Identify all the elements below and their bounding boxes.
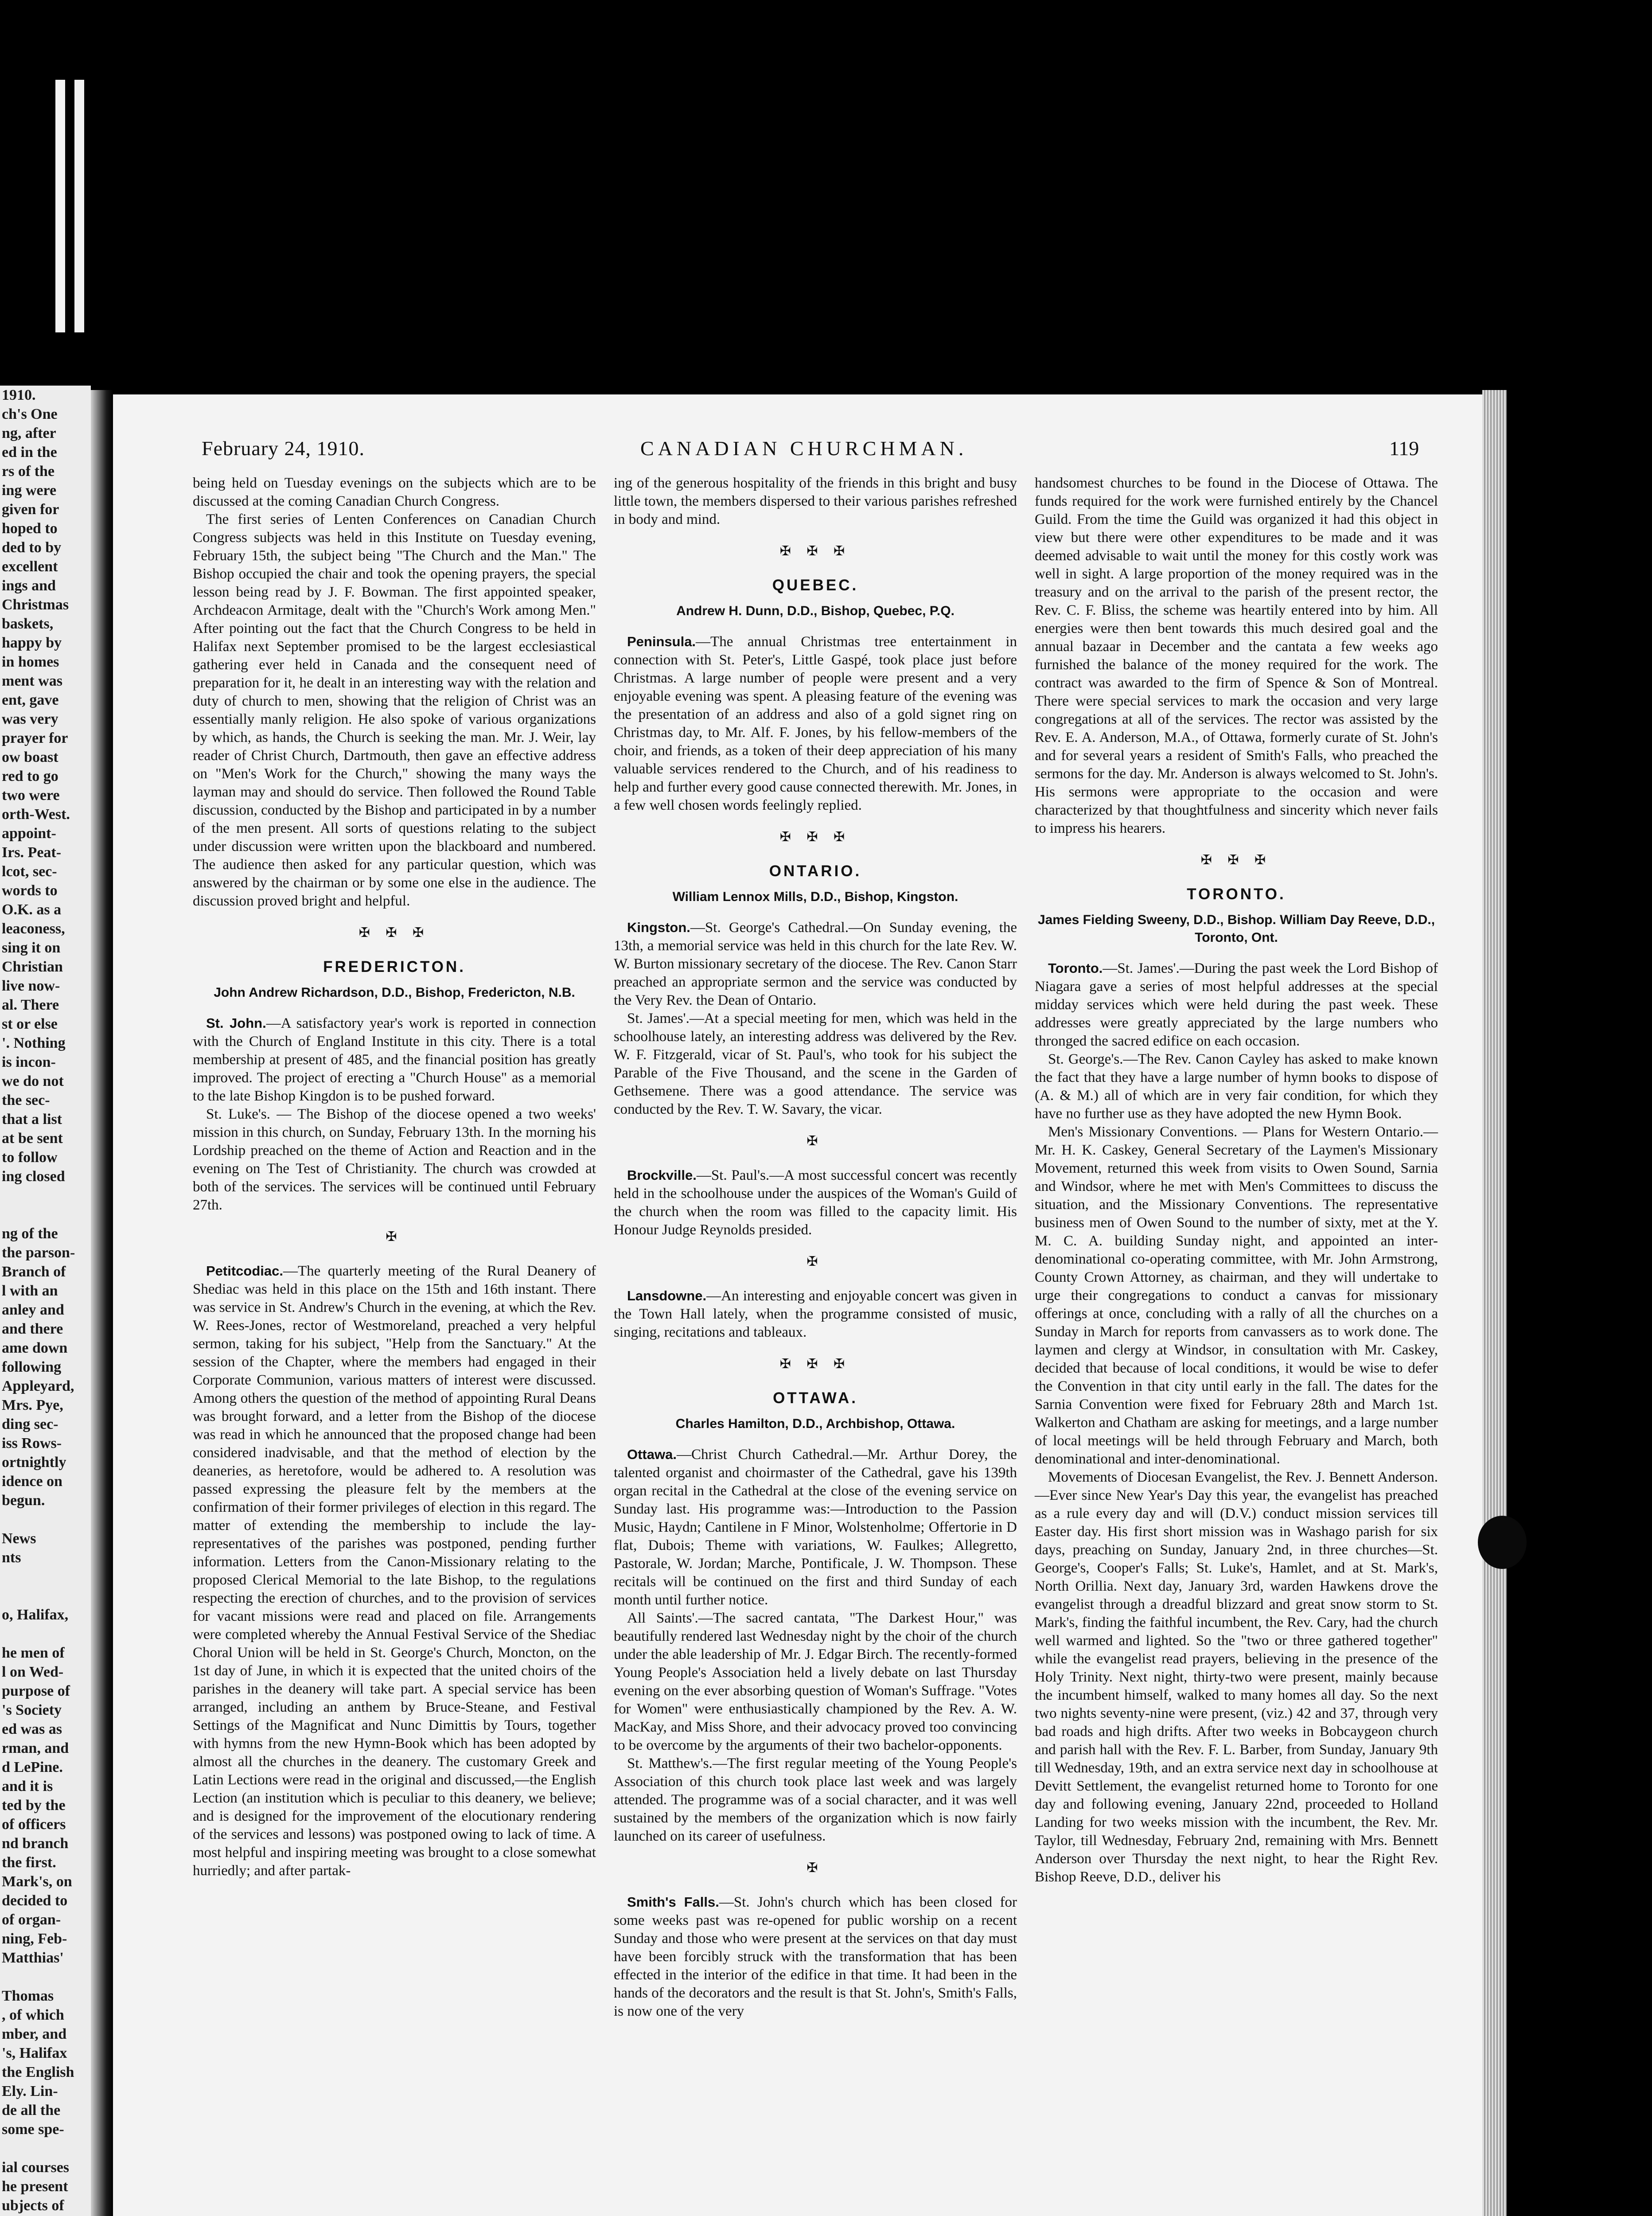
left-page-line: excellent xyxy=(2,558,58,575)
left-page-line: hoped to xyxy=(2,520,58,537)
news-paragraph: ing of the generous hospitality of the friends in this bright and busy little town, the members dispersed to their various parishes refreshed in body and mind. xyxy=(614,475,1017,527)
left-page-line: baskets, xyxy=(2,616,54,632)
news-paragraph: St. Luke's. — The Bishop of the diocese opened a two weeks' mission in this church, on Sunday, February 13th. In the morning his Lordship preached on the theme of Action and Reaction and in the evening on The Test of Christianity. The church was crowded at both of the services. The services will be continued until February 27th. xyxy=(193,1106,596,1213)
bishop-line: William Lennox Mills, D.D., Bishop, Kingston. xyxy=(672,890,958,904)
left-page-line: st or else xyxy=(2,1016,58,1032)
news-paragraph xyxy=(614,1893,1017,2021)
left-page-line: rs of the xyxy=(2,463,55,480)
left-page-line: ng of the xyxy=(2,1225,58,1242)
left-page-line: ortnightly xyxy=(2,1454,66,1471)
left-page-line: words to xyxy=(2,882,58,899)
left-page-line xyxy=(2,1186,90,1205)
left-page-line: he men of xyxy=(2,1645,65,1661)
left-page-line: leaconess, xyxy=(2,921,65,937)
place-name: Brockville. xyxy=(627,1167,697,1183)
ornament-divider: ✠ ✠ ✠ xyxy=(358,925,430,940)
left-page-line xyxy=(2,1624,90,1643)
news-paragraph: All Saints'.—The sacred cantata, "The Darkest Hour," was beautifully rendered last Wednesday night by the choir of the church under the able leadership of Mr. J. Edgar Birch. The recently-formed Young People's Association held a lively debate on last Thursday evening on the ever absorbing question of Woman's Suffrage. "Votes for Women" were enthusiastically championed by the Rev. A. W. MacKay, and Miss Shore, and their advocacy proved too convincing to be overcome by the arguments of their two bachelor-opponents. xyxy=(614,1610,1017,1753)
left-page-line: ch's One xyxy=(2,406,58,422)
left-page-line: ial courses xyxy=(2,2159,70,2176)
left-page-line: of organ- xyxy=(2,1912,61,1928)
left-page-line: al. There xyxy=(2,997,59,1013)
left-page-line: Appleyard, xyxy=(2,1378,74,1394)
ornament-divider: ✠ ✠ ✠ xyxy=(1200,853,1272,867)
left-page-line: given for xyxy=(2,501,59,518)
left-page-line: ing were xyxy=(2,482,57,499)
news-paragraph xyxy=(614,918,1017,1010)
left-page-line: happy by xyxy=(2,635,62,651)
ornament-divider: ✠ xyxy=(807,1134,824,1148)
left-page-line: ing closed xyxy=(2,1168,65,1185)
left-page-line: , of which xyxy=(2,2007,64,2023)
left-page-line: l on Wed- xyxy=(2,1664,64,1680)
left-page-line: begun. xyxy=(2,1492,45,1509)
left-page-line: Mrs. Pye, xyxy=(2,1397,63,1413)
place-name: St. John. xyxy=(206,1015,266,1031)
book-gutter xyxy=(91,390,113,2216)
film-margin-bar xyxy=(55,80,65,332)
news-paragraph: Movements of Diocesan Evangelist, the Rev. J. Bennett Anderson.—Ever since New Year's Day this year, the evangelist has preached as a rule every day and will (D.V.) conduct mission services till Easter day. His first short mission was in Washago parish for six days, preaching on Sunday, January 2nd, in three churches—St. George's, Cooper's Falls; St. Luke's, Hamlet, and at St. Mark's, North Orillia. Next day, January 3rd, warden Hawkens drove the evangelist through a dreadful blizzard and great snow storm to St. Mark's, finding the faithful incumbent, the Rev. Cary, had the church well warmed and lighted. So the "two or three gathered together" while the evangelist read prayers, believing in the presence of the Holy Trinity. Next night, thirty-two were present, mainly because the incumbent himself, walked to many homes all day. So the next two nights seventy-nine were present, (viz.) 42 and 37, through very bad roads and high drifts. After two weeks in Bobcaygeon church and parish hall with the Rev. F. L. Barber, from Sunday, January 9th till Wednesday, 19th, and an extra service next day in schoolhouse at Devitt Settlement, the evangelist returned home to Toronto for one day and following evening, January 22nd, proceeded to Holland Landing for two weeks mission with the incumbent, the Rev. Mr. Taylor, till Wednesday, February 2nd, remaining with Mrs. Bennett Anderson over Thursday the next night, to hear the Right Rev. Bishop Reeve, D.D., deliver his xyxy=(1035,1469,1438,1885)
place-name: Ottawa. xyxy=(627,1447,677,1462)
left-page-line: following xyxy=(2,1359,62,1375)
ornament-divider: ✠ xyxy=(807,1861,824,1875)
left-page-line: Irs. Peat- xyxy=(2,844,62,861)
place-name: Petitcodiac. xyxy=(206,1263,283,1279)
paragraph-text: —St. George's Cathedral.—On Sunday evening, the 13th, a memorial service was held in this church for the late Rev. W. W. Burton missionary secretary of the diocese. The Rev. Canon Starr preached an appropriate sermon and the service was conducted by the Very Rev. the Dean of Ontario. xyxy=(614,920,1017,1008)
left-page-line: lcot, sec- xyxy=(2,863,57,880)
paragraph-text: —An interesting and enjoyable concert was given in the Town Hall lately, when the programme consisted of music, singing, recitations and tableaux. xyxy=(614,1288,1017,1340)
news-paragraph xyxy=(614,1287,1017,1342)
left-page-line: decided to xyxy=(2,1892,68,1909)
left-page-line: in homes xyxy=(2,654,59,670)
page-number: 119 xyxy=(1389,437,1419,460)
news-paragraph: Men's Missionary Conventions. — Plans for Western Ontario.—Mr. H. K. Caskey, General Secretary of the Laymen's Missionary Movement, returned this week from visits to Owen Sound, Sarnia and Windsor, where he met with Men's Committees to discuss the situation, and the Missionary Conventions. The representative business men of Owen Sound to the number of sixty, met at the Y. M. C. A. building Sunday night, and appointed an inter-denominational co-operating committee, with Mr. John Armstrong, County Crown Attorney, as chairman, and they will undertake to urge their congregations to conduct a canvas for missionary offerings at once, concluding with a rally of all the churches on a Sunday in March for reports from canvassers as to work done. The laymen and clergy at Windsor, in consultation with Mr. Caskey, decided that because of local conditions, it would be wise to defer the Convention in that city until early in the fall. The dates for the Sarnia Convention were fixed for February 28th and March 1st. Walkerton and Chatham are asking for meetings, and a large number of local meetings will be held through February and March, both denominational and inter-denominational. xyxy=(1035,1124,1438,1467)
left-page-line: Christmas xyxy=(2,597,69,613)
section-heading: FREDERICTON. xyxy=(323,958,466,975)
news-paragraph xyxy=(614,1166,1017,1239)
left-page-line: idence on xyxy=(2,1473,62,1490)
paragraph-text: —Christ Church Cathedral.—Mr. Arthur Dorey, the talented organist and choirmaster of the Cathedral, gave his 139th organ recital in the Cathedral at the close of the evening service on Sunday last. His programme was:—Introduction to the Passion Music, Haydn; Cantilene in F Minor, Wolstenholme; Offertorie in D flat, Dubois; Theme with variations, W. Faulkes; Allegretto, Pastorale, W. Jordan; Marche, Pontificale, J. W. Thompson. These recitals will be continued on the first and third Sunday of each month until further notice. xyxy=(614,1447,1017,1608)
ornament-divider: ✠ ✠ ✠ xyxy=(779,830,851,844)
left-page-line: is incon- xyxy=(2,1054,56,1070)
ornament-divider: ✠ xyxy=(807,1254,824,1269)
left-page-line: nd branch xyxy=(2,1835,69,1852)
news-paragraph: The first series of Lenten Conferences on Canadian Church Congress subjects was held in this Institute on Tuesday evening, February 15th, the subject being "The Church and the Man." The Bishop occupied the chair and took the opening prayers, the special lesson being read by J. F. Bowman. The first appointed speaker, Archdeacon Armitage, dealt with the "Church's Work among Men." After pointing out the fact that the Church Congress to be held in Halifax next September promised to be the largest ecclesiastical gathering ever held in Canada and the consequent need of preparation for it, he dealt in an interesting way with the relation and duty of church to men, showing that the religion of Christ was an essentially manly religion. He also spoke of various organizations by which, as hands, the Church is seeking the man. Mr. J. Weir, lay reader of Christ Church, Dartmouth, then gave an effective address on "Men's Work for the Church," showing the many ways the layman may and should do service. Then followed the Round Table discussion, conducted by the Bishop and participated in by a number of the men present. All sorts of questions relating to the subject under discussion were written upon the blackboard and numbered. The audience then asked for any particular question, which was answered by the chairman or by some one else in the audience. The discussion proved bright and helpful. xyxy=(193,511,596,909)
left-page-line: '. Nothing xyxy=(2,1035,66,1051)
left-page-line: to follow xyxy=(2,1149,58,1166)
left-page-line: anley and xyxy=(2,1302,64,1318)
left-page-line: that a list xyxy=(2,1111,62,1128)
header-title: CANADIAN CHURCHMAN. xyxy=(640,437,968,460)
left-page-line: Ely. Lin- xyxy=(2,2083,58,2099)
place-name: Smith's Falls. xyxy=(627,1894,719,1910)
left-page-line: orth-West. xyxy=(2,806,70,823)
ornament-divider: ✠ xyxy=(386,1229,403,1244)
bishop-line: James Fielding Sweeny, D.D., Bishop. William Day Reeve, D.D., Toronto, Ont. xyxy=(1037,913,1435,945)
thumb-shadow xyxy=(1478,1516,1527,1569)
left-page-line: ent, gave xyxy=(2,692,59,708)
left-page-line: ning, Feb- xyxy=(2,1931,67,1947)
left-page-line: iss Rows- xyxy=(2,1435,62,1451)
left-page-line: purpose of xyxy=(2,1683,70,1699)
paragraph-text: —A satisfactory year's work is reported in connection with the Church of England Institute in this city. There is a total membership at present of 485, and the financial position has greatly improved. The project of erecting a "Church House" as a memorial to the late Bishop Kingdon is to be pushed forward. xyxy=(193,1015,596,1104)
left-page-line: some spe- xyxy=(2,2121,64,2138)
left-page-line: the first. xyxy=(2,1854,56,1871)
bishop-line: Andrew H. Dunn, D.D., Bishop, Quebec, P.Q. xyxy=(676,604,955,618)
left-page-line: 1910. xyxy=(2,387,36,403)
left-page-line: live now- xyxy=(2,978,60,994)
left-page-line: ed was as xyxy=(2,1721,62,1737)
left-page-line xyxy=(2,1567,90,1586)
left-page-line: ame down xyxy=(2,1340,68,1356)
place-name: Peninsula. xyxy=(627,634,696,649)
left-page-text xyxy=(2,386,90,2216)
bishop-line: John Andrew Richardson, D.D., Bishop, Fredericton, N.B. xyxy=(214,985,575,1000)
left-page-line xyxy=(2,1510,90,1529)
left-page-line xyxy=(2,1586,90,1605)
ornament-divider: ✠ ✠ ✠ xyxy=(779,544,851,558)
news-paragraph xyxy=(193,1014,596,1105)
bishop-line: Charles Hamilton, D.D., Archbishop, Ottawa. xyxy=(675,1416,955,1431)
left-page-line: was very xyxy=(2,711,58,727)
left-page-line: the English xyxy=(2,2064,74,2080)
left-page-line: at be sent xyxy=(2,1130,63,1147)
place-name: Kingston. xyxy=(627,920,690,935)
column-3 xyxy=(1035,474,1438,1886)
news-paragraph xyxy=(614,1445,1017,1609)
news-paragraph xyxy=(1035,959,1438,1050)
paragraph-text: —St. Paul's.—A most successful concert was recently held in the schoolhouse under the auspices of the Woman's Guild of the church when the room was filled to the capacity limit. His Honour Judge Reynolds presided. xyxy=(614,1167,1017,1238)
news-paragraph xyxy=(193,1262,596,1880)
column-1 xyxy=(193,474,596,1880)
column-2 xyxy=(614,474,1017,2021)
left-page-line: two were xyxy=(2,787,60,804)
paragraph-text: —The quarterly meeting of the Rural Deanery of Shediac was held in this place on the 15th and 16th instant. There was service in St. Andrew's Church in the evening, at which the Rev. W. Rees-Jones, rector of Westmoreland, preached a very helpful sermon, taking for his subject, "Help from the Sanctuary." At the session of the Chapter, where the members had engaged in their Corporate Communion, various matters of interest were discussed. Among others the question of the method of appointing Rural Deans was brought forward, and a letter from the Bishop of the diocese was read in which he announced that the proposed change had been considered inadvisable, and that the method of election by the deaneries, as heretofore, would be adhered to. A resolution was passed expressing the pleasure felt by the members at the confirmation of their former privileges of election in this regard. The matter of extending the membership to include the lay-representatives of the parishes was postponed, pending further information. Letters from the Canon-Missionary relating to the proposed Clerical Memorial to the late Bishop, to the regulations respecting the erection of churches, and to the provision of services for vacant missions were read and placed on file. Arrangements were completed whereby the Annual Festival Service of the Shediac Choral Union will be held in St. George's Church, Moncton, on the 1st day of June, in which it is expected that the united choirs of the parishes in the deanery will take part. A special service has been arranged, including an anthem by Bruce-Steane, and Festival Settings of the Magnificat and Nunc Dimittis by Tours, together with hymns from the new Hymn-Book which has been adopted by almost all the churches in the deanery. The customary Greek and Latin Lections were read in the original and discussed,—the English Lection (an institution which is peculiar to this deanery, we believe; and is designed for the improvement of the elocutionary rendering of the services and lessons) was postponed owing to lack of time. A most helpful and inspiring meeting was brought to a close somewhat hurriedly; and after partak- xyxy=(193,1263,596,1879)
left-page-line: ded to by xyxy=(2,539,62,556)
left-page-line: de all the xyxy=(2,2102,61,2118)
left-page-line: red to go xyxy=(2,768,58,784)
left-page-line: l with an xyxy=(2,1283,58,1299)
news-paragraph: St. James'.—At a special meeting for men, which was held in the schoolhouse lately, an interesting address was delivered by the Rev. W. F. Fitzgerald, vicar of St. Paul's, who took for his subject the Parable of the Five Thousand, and the scene in the Garden of Gethsemene. There was a good attendance. The service was conducted by the Rev. T. W. Savary, the vicar. xyxy=(614,1010,1017,1117)
section-heading: TORONTO. xyxy=(1187,886,1286,903)
left-page-line: nts xyxy=(2,1549,21,1566)
section-heading: OTTAWA. xyxy=(773,1389,858,1407)
left-page-line: rman, and xyxy=(2,1740,69,1756)
film-margin-bar xyxy=(74,80,84,332)
left-page-line: he present xyxy=(2,2178,68,2195)
left-page-line: 's Society xyxy=(2,1702,62,1718)
page-header xyxy=(113,437,1482,463)
left-page-line: we do not xyxy=(2,1073,64,1089)
ornament-divider: ✠ ✠ ✠ xyxy=(779,1357,851,1371)
left-page-line: ment was xyxy=(2,673,62,689)
left-page-line: prayer for xyxy=(2,730,68,746)
left-page-line: ow boast xyxy=(2,749,58,765)
section-heading: ONTARIO. xyxy=(769,862,862,880)
paragraph-text: —The annual Christmas tree entertainment in connection with St. Peter's, Little Gaspé, took place just before Christmas. A large number of people were present and a very enjoyable evening was spent. A pleasing feature of the evening was the presentation of an address and also of a gold signet ring on Christmas day, to Mr. Alf. F. Jones, by his fellow-members of the choir, and friends, as a token of their deep appreciation of his many valuable services rendered to the Church, and of his readiness to help and further every good cause connected therewith. Mr. Jones, in a few well chosen words feelingly replied. xyxy=(614,634,1017,813)
left-page-line: ted by the xyxy=(2,1797,66,1814)
section-heading: QUEBEC. xyxy=(772,577,859,594)
paragraph-text: —St. John's church which has been closed for some weeks past was re-opened for public worship on a recent Sunday and those who were present at the services on that day must have been forcibly struck with the transformation that has been effected in the interior of the edifice in that time. It had been in the hands of the decorators and the result is that St. John's, Smith's Falls, is now one of the very xyxy=(614,1894,1017,2019)
left-page-line: ings and xyxy=(2,577,56,594)
left-page-line: and it is xyxy=(2,1778,53,1795)
left-page-line: of officers xyxy=(2,1816,66,1833)
news-paragraph: handsomest churches to be found in the Diocese of Ottawa. The funds required for the work were furnished entirely by the Chancel Guild. From the time the Guild was organized it had this object in view but there were other expenditures to be made and it was deemed advisable to wait until the money for this costly work was well in sight. A large proportion of the money required was in the treasury and on the arrival to the parish of the present rector, the Rev. C. F. Bliss, the scheme was heartily entered into by him. All energies were then bent towards this much desired goal and the annual bazaar in December and the cantata a few weeks ago furnished the balance of the money required for the work. The contract was awarded to the firm of Spence & Son of Montreal. There were special services to mark the occasion and very large congregations at all of the services. The rector was assisted by the Rev. E. A. Anderson, M.A., of Ottawa, formerly curate of St. John's and for several years a resident of Smith's Falls, who preached the sermons for the day. Mr. Anderson is always welcomed to St. John's. His sermons were appropriate to the occasion and were characterized by that thoughtfulness and sincerity which never fails to impress his hearers. xyxy=(1035,475,1438,836)
left-page-line xyxy=(2,2139,90,2158)
left-page-line xyxy=(2,1205,90,1224)
left-page-line: Branch of xyxy=(2,1264,66,1280)
left-page-line: the parson- xyxy=(2,1245,75,1261)
paragraph-text: —St. James'.—During the past week the Lord Bishop of Niagara gave a series of most helpful addresses at the special midday services which were held during the past week. These addresses were greatly appreciated by the large numbers who thronged the sacred edifice on each occasion. xyxy=(1035,960,1438,1049)
left-page-line: o, Halifax, xyxy=(2,1607,69,1623)
left-page-line: mber, and xyxy=(2,2026,67,2042)
news-paragraph xyxy=(614,632,1017,815)
left-page-line: the sec- xyxy=(2,1092,50,1108)
left-page-line xyxy=(2,1967,90,1986)
left-page-line: ed in the xyxy=(2,444,57,460)
news-paragraph: St. Matthew's.—The first regular meeting of the Young People's Association of this church took place last week and was largely attended. The programme was of a social character, and it was well sustained by the members of the organization which is now fairly launched on its career of usefulness. xyxy=(614,1756,1017,1844)
place-name: Lansdowne. xyxy=(627,1288,707,1303)
news-paragraph: being held on Tuesday evenings on the subjects which are to be discussed at the coming Canadian Church Congress. xyxy=(193,475,596,509)
place-name: Toronto. xyxy=(1048,960,1103,976)
left-page-line: O.K. as a xyxy=(2,901,62,918)
left-page-line: and there xyxy=(2,1321,63,1337)
left-page-line: ng, after xyxy=(2,425,56,441)
left-page-line: 's, Halifax xyxy=(2,2045,67,2061)
left-page-line: sing it on xyxy=(2,940,61,956)
left-page-line: Christian xyxy=(2,959,63,975)
left-page-line: d LePine. xyxy=(2,1759,63,1775)
left-page-line: appoint- xyxy=(2,825,56,842)
news-paragraph: St. George's.—The Rev. Canon Cayley has asked to make known the fact that they have a large number of hymn books to dispose of (A. & M.) all of which are in very fair condition, for which they have no further use as they have adopted the new Hymn Book. xyxy=(1035,1051,1438,1122)
left-page-line: ding sec- xyxy=(2,1416,58,1432)
left-page-line: ubjects of xyxy=(2,2197,64,2214)
newspaper-page xyxy=(113,394,1482,2216)
left-page-line: Matthias' xyxy=(2,1950,64,1966)
left-page-line: Mark's, on xyxy=(2,1873,72,1890)
header-date: February 24, 1910. xyxy=(202,437,365,460)
page-edges xyxy=(1482,390,1507,2216)
left-page-line: News xyxy=(2,1530,36,1547)
left-page-line: Thomas xyxy=(2,1988,54,2004)
left-facing-page xyxy=(0,386,91,2216)
